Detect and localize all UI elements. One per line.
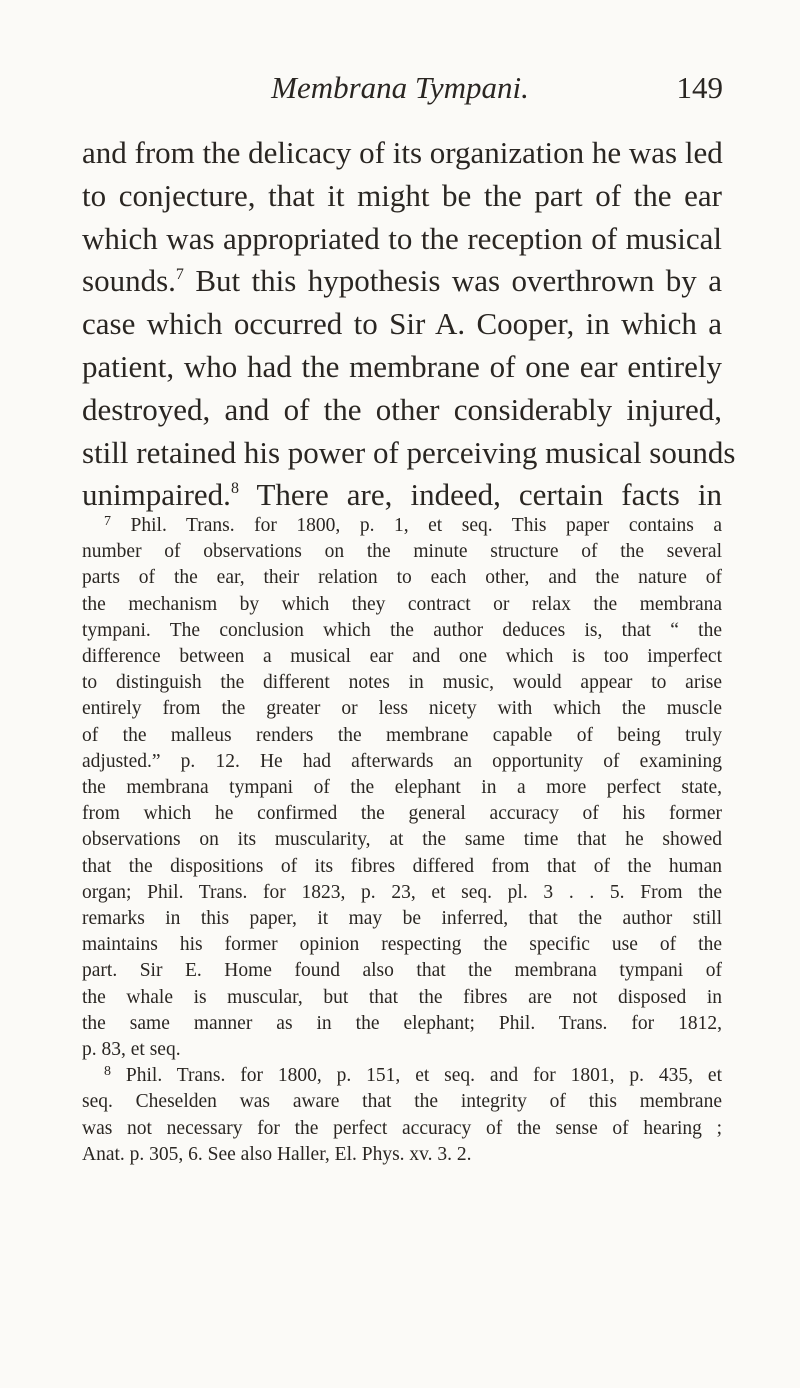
body-line xyxy=(82,260,722,303)
footnote-number: 8 xyxy=(104,1064,111,1080)
footnote-ref: 7 xyxy=(175,266,184,284)
footnote-line xyxy=(82,1116,722,1142)
footnote-line xyxy=(82,775,722,801)
body-text-fragment: sounds. xyxy=(82,263,176,299)
footnote-line xyxy=(82,539,722,565)
footnote-line xyxy=(82,827,722,853)
footnote-line xyxy=(82,801,722,827)
footnote-text: maintains his former opinion respecting the specific use of the xyxy=(82,934,722,956)
footnote-text: tympani. The conclusion which the author deduces is, that “ the xyxy=(82,619,722,641)
footnote-text: the same manner as in the elephant; Phil. Trans. for 1812, xyxy=(82,1012,722,1034)
footnote-text: observations on its muscularity, at the same time that he showed xyxy=(82,829,722,851)
footnote-line xyxy=(82,1063,722,1089)
footnote-line xyxy=(82,1037,722,1063)
footnote-text: the mechanism by which they contract or relax the membrana xyxy=(82,593,722,615)
body-line: destroyed, and of the other considerably injured, xyxy=(82,391,722,427)
footnote-line xyxy=(82,723,722,749)
running-head xyxy=(0,70,800,110)
body-line: case which occurred to Sir A. Cooper, in which a xyxy=(82,306,722,342)
footnote-line xyxy=(82,985,722,1011)
page-number: 149 xyxy=(676,70,723,105)
footnote-line xyxy=(82,565,722,591)
footnote-text: the whale is muscular, but that the fibres are not disposed in xyxy=(82,986,722,1008)
footnote-text: the membrana tympani of the elephant in a more perfect state, xyxy=(82,777,722,799)
body-text-fragment: But this hypothesis was overthrown by a xyxy=(195,263,722,299)
footnote-text: that the dispositions of its fibres differed from that of the human xyxy=(82,855,722,877)
footnote-line xyxy=(82,513,722,539)
footnote-text: number of observations on the minute structure of the several xyxy=(82,541,722,563)
footnote-ref: 8 xyxy=(230,480,239,498)
footnote-line xyxy=(82,592,722,618)
footnote-text: from which he confirmed the general accuracy of his former xyxy=(82,803,722,825)
body-text xyxy=(82,132,736,517)
footnote-text: of the malleus renders the membrane capable of being truly xyxy=(82,724,722,746)
footnote-line xyxy=(82,1142,722,1168)
footnote-line xyxy=(82,618,722,644)
footnote-line xyxy=(82,749,722,775)
footnote-text: to distinguish the different notes in music, would appear to arise xyxy=(82,672,722,694)
body-line: and from the delicacy of its organization he was led xyxy=(82,135,723,170)
footnote-line xyxy=(82,670,722,696)
body-line xyxy=(82,474,722,517)
body-line: patient, who had the membrane of one ear entirely xyxy=(82,348,722,384)
body-text-fragment: unimpaired. xyxy=(82,477,231,513)
footnote-line xyxy=(82,696,722,722)
running-title: Membrana Tympani. xyxy=(271,70,529,105)
footnote-number: 7 xyxy=(104,514,111,529)
body-text-fragment: There are, indeed, certain facts in xyxy=(256,477,722,513)
footnote-text: parts of the ear, their relation to each other, and the nature of xyxy=(82,567,722,589)
footnote-text: p. 83, et seq. xyxy=(82,1039,181,1061)
footnote-line xyxy=(82,958,722,984)
footnote-text: Phil. Trans. for 1800, p. 1, et seq. This paper contains a xyxy=(130,515,723,536)
footnote-text: difference between a musical ear and one which is too imperfect xyxy=(82,646,722,668)
footnote-text: Phil. Trans. for 1800, p. 151, et seq. and for 1801, p. 435, et xyxy=(125,1065,723,1087)
footnote-line xyxy=(82,1011,722,1037)
footnote-text: Anat. p. 305, 6. See also Haller, El. Phys. xv. 3. 2. xyxy=(82,1143,472,1165)
footnote-line xyxy=(82,880,722,906)
footnote-text: adjusted.” p. 12. He had afterwards an opportunity of examining xyxy=(82,750,722,772)
footnote-text: was not necessary for the perfect accuracy of the sense of hearing ; xyxy=(82,1117,722,1139)
footnote-text: entirely from the greater or less nicety with which the muscle xyxy=(82,698,722,720)
footnote-line xyxy=(82,854,722,880)
footnotes xyxy=(82,513,722,1168)
footnote-text: part. Sir E. Home found also that the membrana tympani of xyxy=(82,960,722,982)
footnote-line xyxy=(82,644,722,670)
body-line: which was appropriated to the reception of musical xyxy=(82,220,722,256)
footnote-text: seq. Cheselden was aware that the integrity of this membrane xyxy=(82,1091,722,1113)
footnote-line xyxy=(82,906,722,932)
footnote-text: remarks in this paper, it may be inferred, that the author still xyxy=(82,908,722,930)
footnote-line xyxy=(82,932,722,958)
body-line: still retained his power of perceiving musical sounds xyxy=(82,434,736,470)
footnote-text: organ; Phil. Trans. for 1823, p. 23, et seq. pl. 3 . . 5. From the xyxy=(82,881,722,903)
body-line: to conjecture, that it might be the part of the ear xyxy=(82,177,722,213)
footnote-line xyxy=(82,1089,722,1115)
